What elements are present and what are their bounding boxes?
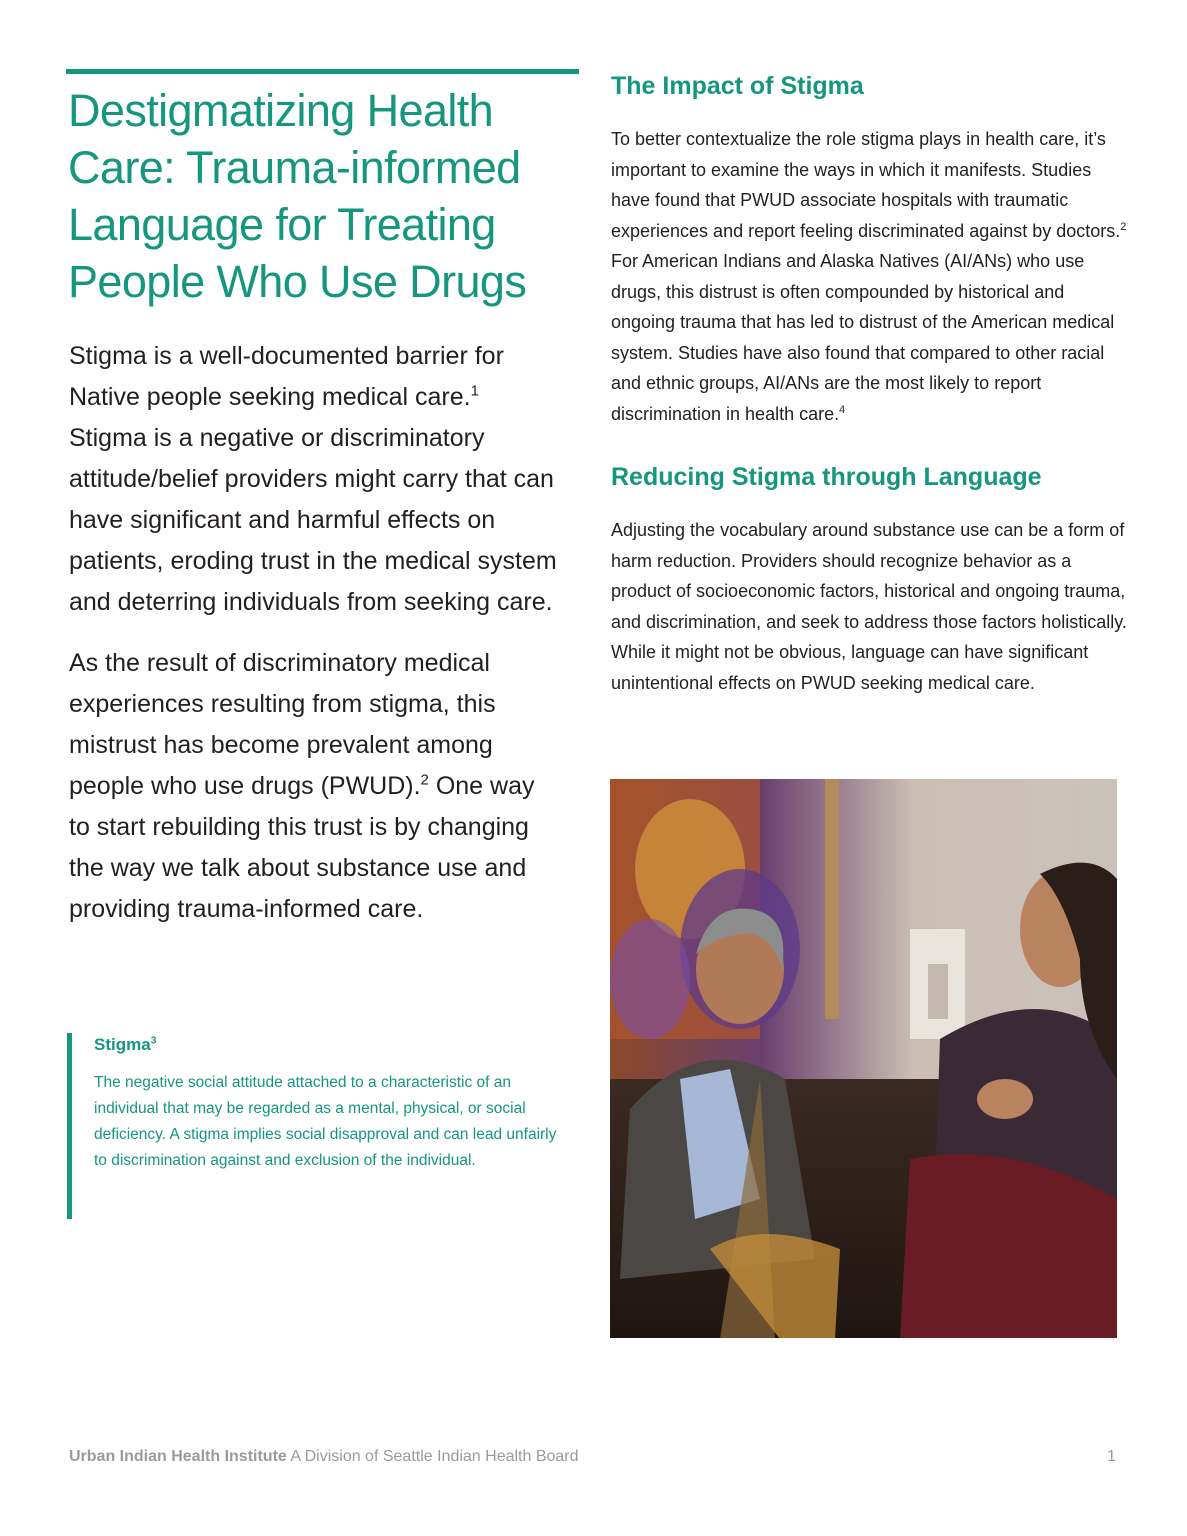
footnote-ref: 3 xyxy=(150,1035,157,1047)
footer-org-name: Urban Indian Health Institute xyxy=(69,1448,287,1465)
callout-title xyxy=(94,1033,567,1057)
impact-heading: The Impact of Stigma xyxy=(611,72,864,100)
impact-text-2: For American Indians and Alaska Natives (AI/ANs) who use drugs, this distrust is often compounded by historical and ongoing trauma that has led to distrust of the American medical system. Studies have also found that compared to other racial and ethnic groups, AI/ANs are the most likely to report discrimination in health care. xyxy=(611,251,1115,424)
footnote-ref: 2 xyxy=(1120,220,1127,233)
footnote-ref: 2 xyxy=(420,771,429,789)
stigma-definition-callout xyxy=(67,1033,567,1219)
page-number: 1 xyxy=(1107,1448,1116,1465)
callout-text: The negative social attitude attached to a characteristic of an individual that may be regarded as a mental, physical, or social deficiency. A stigma implies social disapproval and can lead unfairly to discrimination against and exclusion of the individual. xyxy=(94,1074,557,1169)
footer-division: A Division of Seattle Indian Health Board xyxy=(286,1448,579,1465)
reducing-paragraph: Adjusting the vocabulary around substance use can be a form of harm reduction. Providers should recognize behavior as a product of socioeconomic factors, historical and ongoing trauma, and discrimination, and seek to address those factors holistically. While it might not be obvious, language can have significant unintentional effects on PWUD seeking medical care. xyxy=(611,520,1127,693)
reducing-heading: Reducing Stigma through Language xyxy=(611,463,1042,491)
footnote-ref: 4 xyxy=(839,403,846,416)
photo-illustration xyxy=(610,779,1117,1338)
intro-p1-text-cont: Stigma is a negative or discriminatory attitude/belief providers might carry that can have significant and harmful effects on patients, eroding trust in the medical system and deterring individuals from seeking care. xyxy=(69,424,557,616)
intro-paragraph-2 xyxy=(69,643,559,930)
callout-title-text: Stigma xyxy=(94,1035,151,1054)
intro-p2-text: As the result of discriminatory medical experiences resulting from stigma, this mistrust has become prevalent among people who use drugs (PWUD). xyxy=(69,649,496,800)
impact-paragraph xyxy=(611,124,1131,429)
photo-two-people-talking xyxy=(610,779,1117,1338)
intro-p1-text: Stigma is a well-documented barrier for Native people seeking medical care. xyxy=(69,342,504,411)
intro-p2-text-cont: One way to start rebuilding this trust is by changing the way we talk about substance use and providing trauma-informed care. xyxy=(69,772,535,923)
intro-body xyxy=(69,336,559,950)
footer-organization xyxy=(69,1447,579,1467)
right-column xyxy=(611,68,1131,698)
footnote-ref: 1 xyxy=(470,382,479,400)
title-rule xyxy=(66,69,579,74)
impact-text-1: To better contextualize the role stigma plays in health care, it’s important to examine the ways in which it manifests. Studies have found that PWUD associate hospitals with traumatic experiences and report feeling discriminated against by doctors. xyxy=(611,129,1121,241)
intro-paragraph-1 xyxy=(69,336,559,623)
page-title: Destigmatizing Health Care: Trauma-informed Language for Treating People Who Use Drugs xyxy=(68,85,527,307)
